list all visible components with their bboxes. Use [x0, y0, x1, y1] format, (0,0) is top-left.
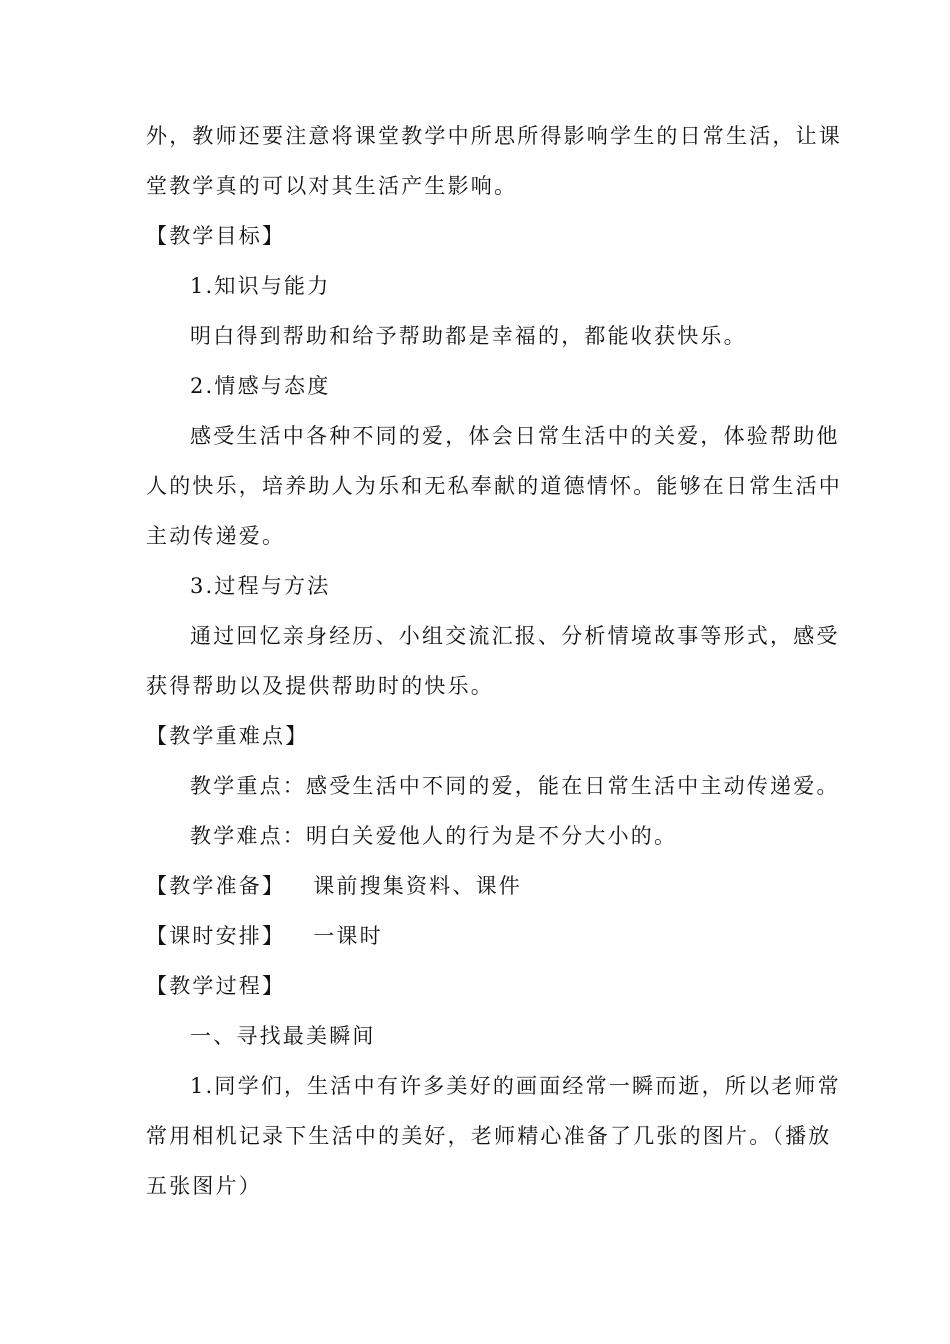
section-heading: 【教学重难点】: [146, 724, 309, 748]
text-line: 外，教师还要注意将课堂教学中所思所得影响学生的日常生活，让课: [146, 124, 842, 148]
subheading: 2.情感与态度: [190, 374, 331, 398]
paragraph-line: 主动传递爱。: [146, 524, 286, 548]
paragraph-line: 获得帮助以及提供帮助时的快乐。: [146, 674, 494, 698]
section-heading: 【教学过程】: [146, 974, 286, 998]
paragraph-line: 五张图片）: [146, 1174, 262, 1198]
paragraph-line: 明白得到帮助和给予帮助都是幸福的，都能收获快乐。: [190, 324, 747, 348]
section-value: 一课时: [313, 924, 383, 948]
subheading: 1.知识与能力: [190, 274, 331, 298]
subheading: 3.过程与方法: [190, 574, 331, 598]
subheading: 一、寻找最美瞬间: [190, 1024, 376, 1048]
section-heading-row: [146, 872, 816, 900]
section-heading: 【课时安排】: [146, 924, 286, 948]
text-line: 堂教学真的可以对其生活产生影响。: [146, 174, 518, 198]
paragraph-line: 1.同学们，生活中有许多美好的画面经常一瞬而逝，所以老师常: [190, 1074, 841, 1098]
paragraph-line: 感受生活中各种不同的爱，体会日常生活中的关爱，体验帮助他: [190, 424, 840, 448]
paragraph-line: 教学重点：感受生活中不同的爱，能在日常生活中主动传递爱。: [190, 774, 840, 798]
paragraph-line: 人的快乐，培养助人为乐和无私奉献的道德情怀。能够在日常生活中: [146, 474, 842, 498]
section-heading-row: [146, 922, 816, 950]
section-heading: 【教学准备】: [146, 874, 286, 898]
paragraph-line: 通过回忆亲身经历、小组交流汇报、分析情境故事等形式，感受: [190, 624, 840, 648]
section-value: 课前搜集资料、课件: [313, 874, 523, 898]
paragraph-line: 教学难点：明白关爱他人的行为是不分大小的。: [190, 824, 678, 848]
section-heading: 【教学目标】: [146, 224, 286, 248]
paragraph-line: 常用相机记录下生活中的美好，老师精心准备了几张的图片。（播放: [146, 1124, 832, 1148]
